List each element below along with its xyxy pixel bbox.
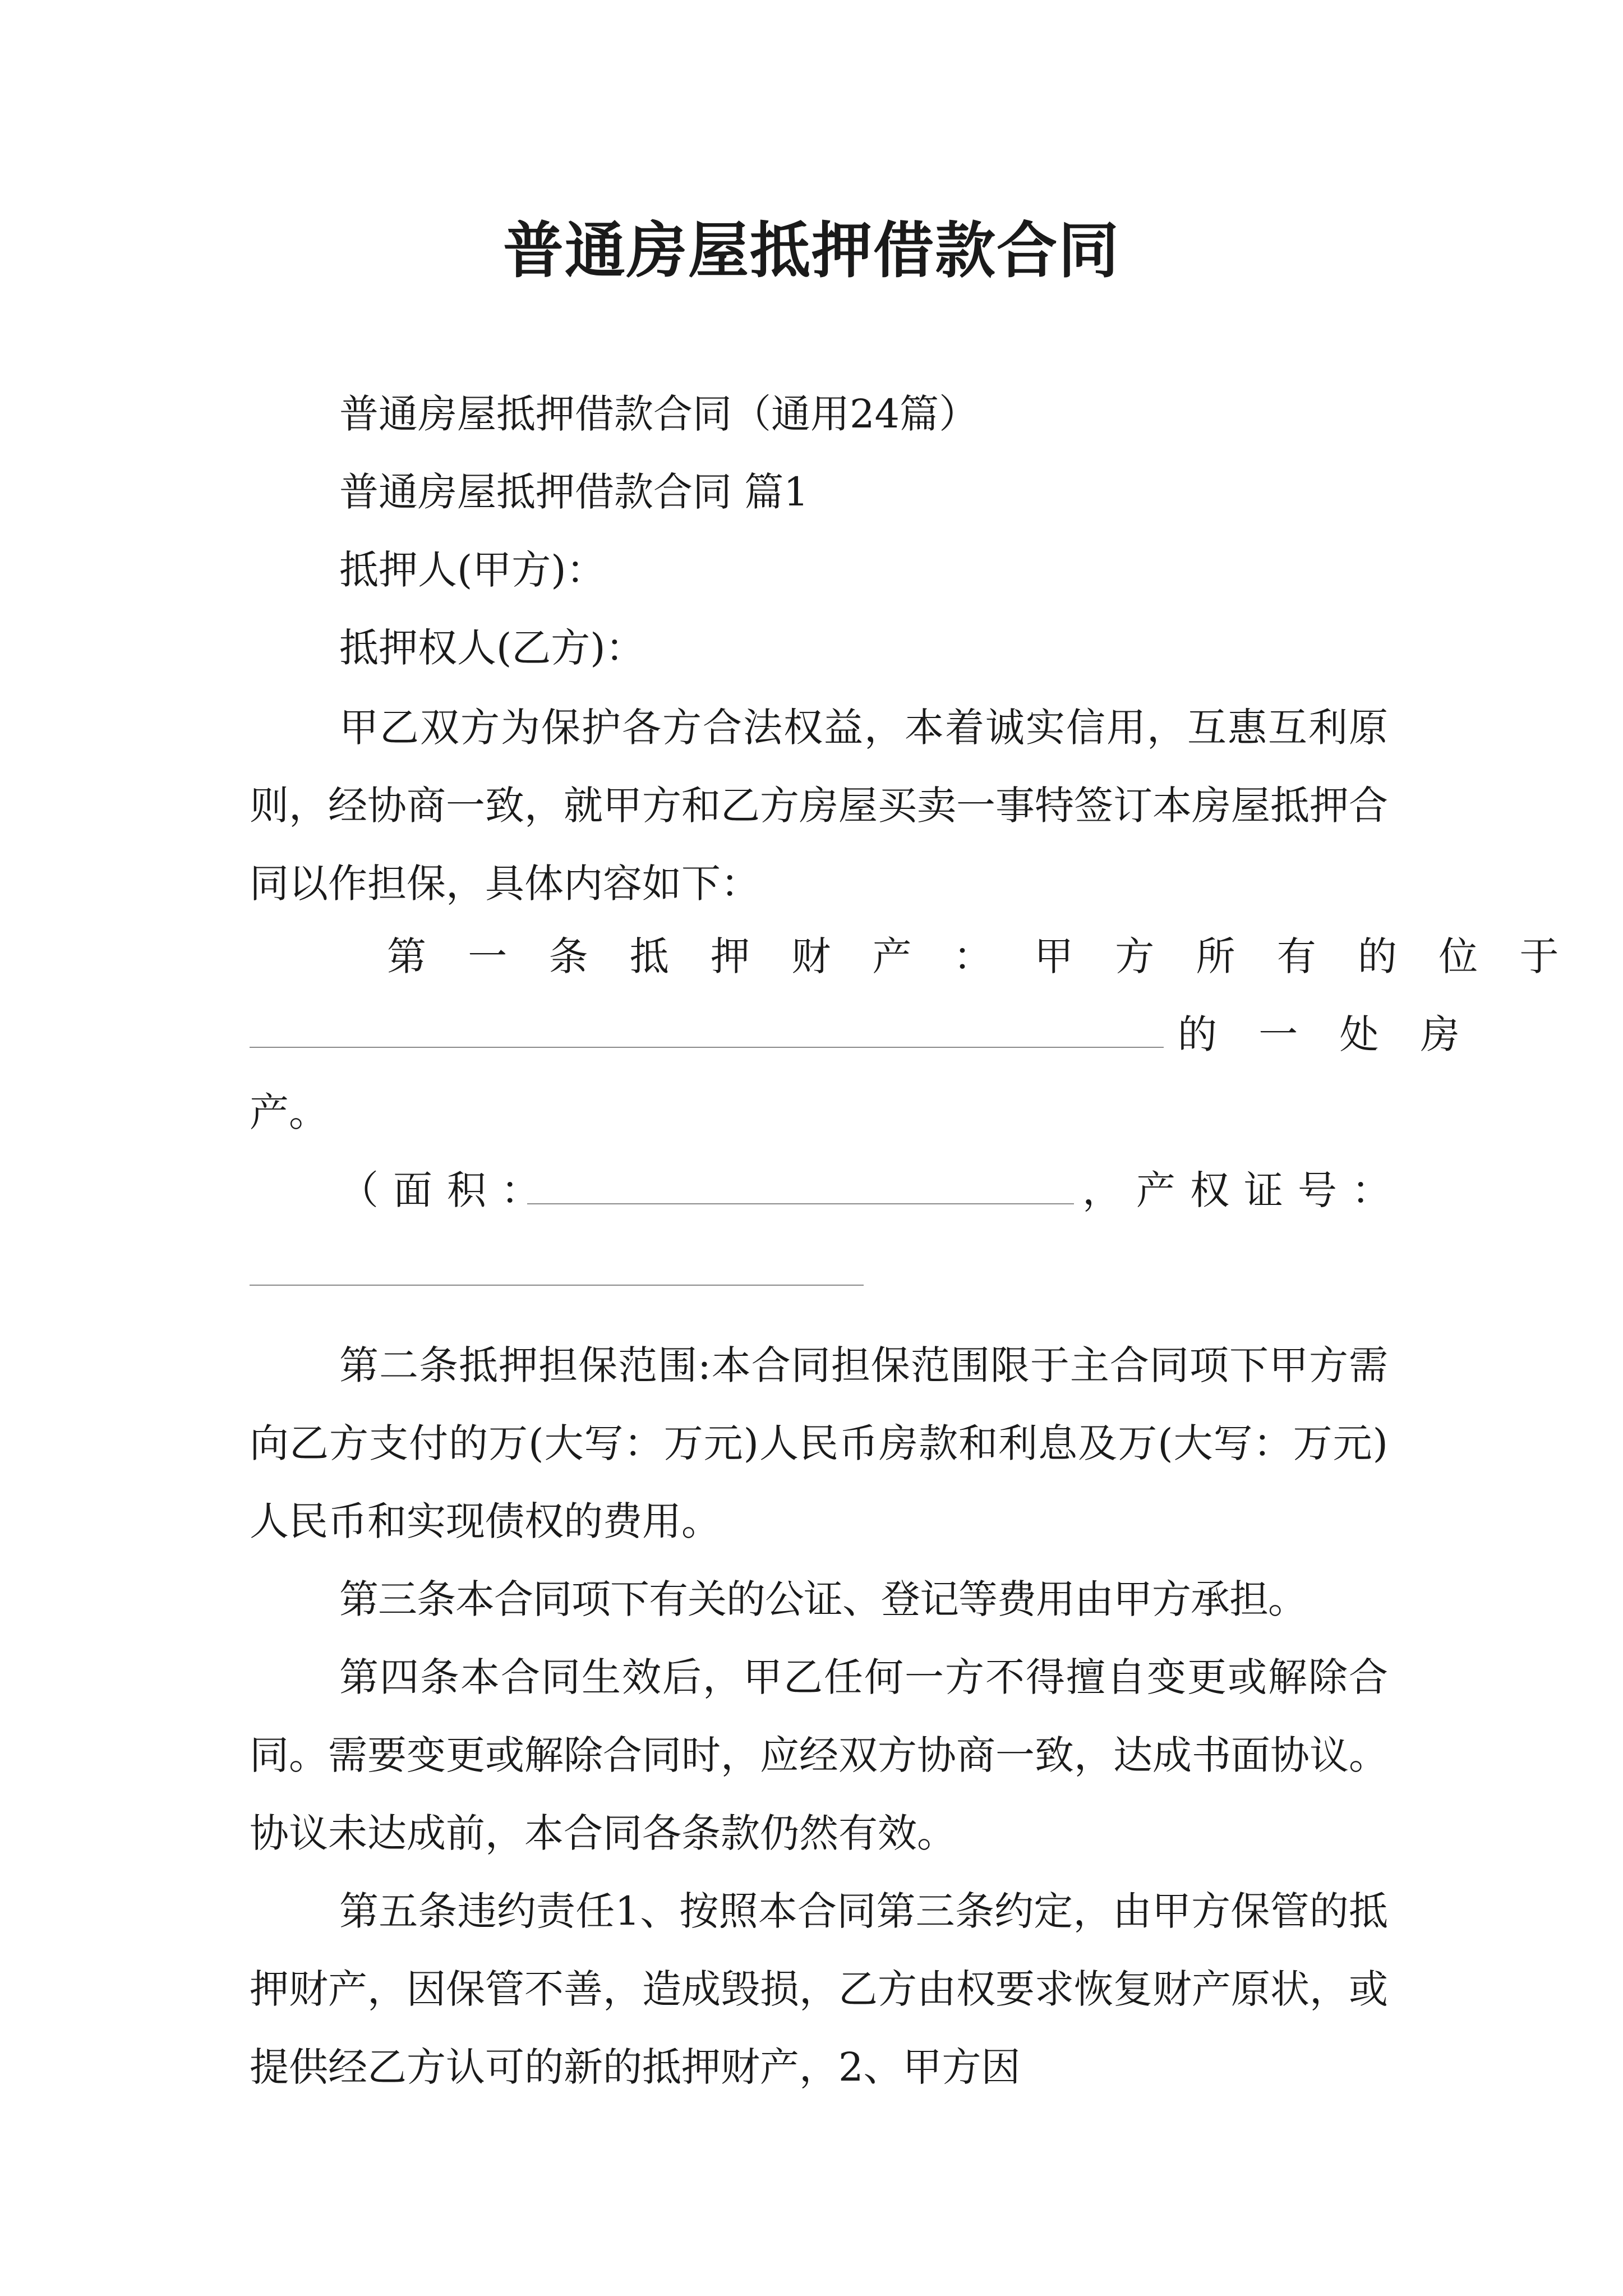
article2-paragraph: 第二条抵押担保范围:本合同担保范围限于主合同项下甲方需向乙方支付的万(大写：万元)人民币房款和利息及万(大写：万元)人民币和实现债权的费用。: [250, 1342, 1388, 1544]
document-subtitle: 普通房屋抵押借款合同（通用24篇）: [339, 391, 979, 437]
article1-tail: 的 一 处 房: [1178, 1011, 1474, 1057]
certificate-label: ，产权证号：: [1082, 1167, 1405, 1213]
article3-paragraph: 第三条本合同项下有关的公证、登记等费用由甲方承担。: [339, 1576, 1307, 1622]
certificate-blank: [250, 1285, 864, 1286]
article1-end: 产。: [250, 1089, 328, 1135]
article5-paragraph: 第五条违约责任1、按照本合同第三条约定，由甲方保管的抵押财产，因保管不善，造成毁损，乙方由权要求恢复财产原状，或提供经乙方认可的新的抵押财产，2、甲方因: [250, 1888, 1388, 2090]
document-title: 普通房屋抵押借款合同: [502, 215, 1120, 286]
party-b-label: 抵押权人(乙方)：: [339, 625, 645, 671]
article1-lead: 第 一 条 抵 押 财 产 ： 甲 方 所 有 的 位 于: [387, 933, 1574, 979]
article4-paragraph: 第四条本合同生效后，甲乙任何一方不得擅自变更或解除合同。需要变更或解除合同时，应经双方协商一致，达成书面协议。协议未达成前，本合同各条款仍然有效。: [250, 1654, 1388, 1856]
location-blank: [250, 1047, 1164, 1048]
intro-paragraph: 甲乙双方为保护各方合法权益，本着诚实信用，互惠互利原则，经协商一致，就甲方和乙方房屋买卖一事特签订本房屋抵押合同以作担保，具体内容如下：: [250, 705, 1388, 907]
area-blank: [527, 1203, 1074, 1204]
party-a-label: 抵押人(甲方)：: [339, 547, 606, 593]
section-heading: 普通房屋抵押借款合同 篇1: [339, 469, 809, 515]
area-label: （面积：: [339, 1167, 555, 1213]
